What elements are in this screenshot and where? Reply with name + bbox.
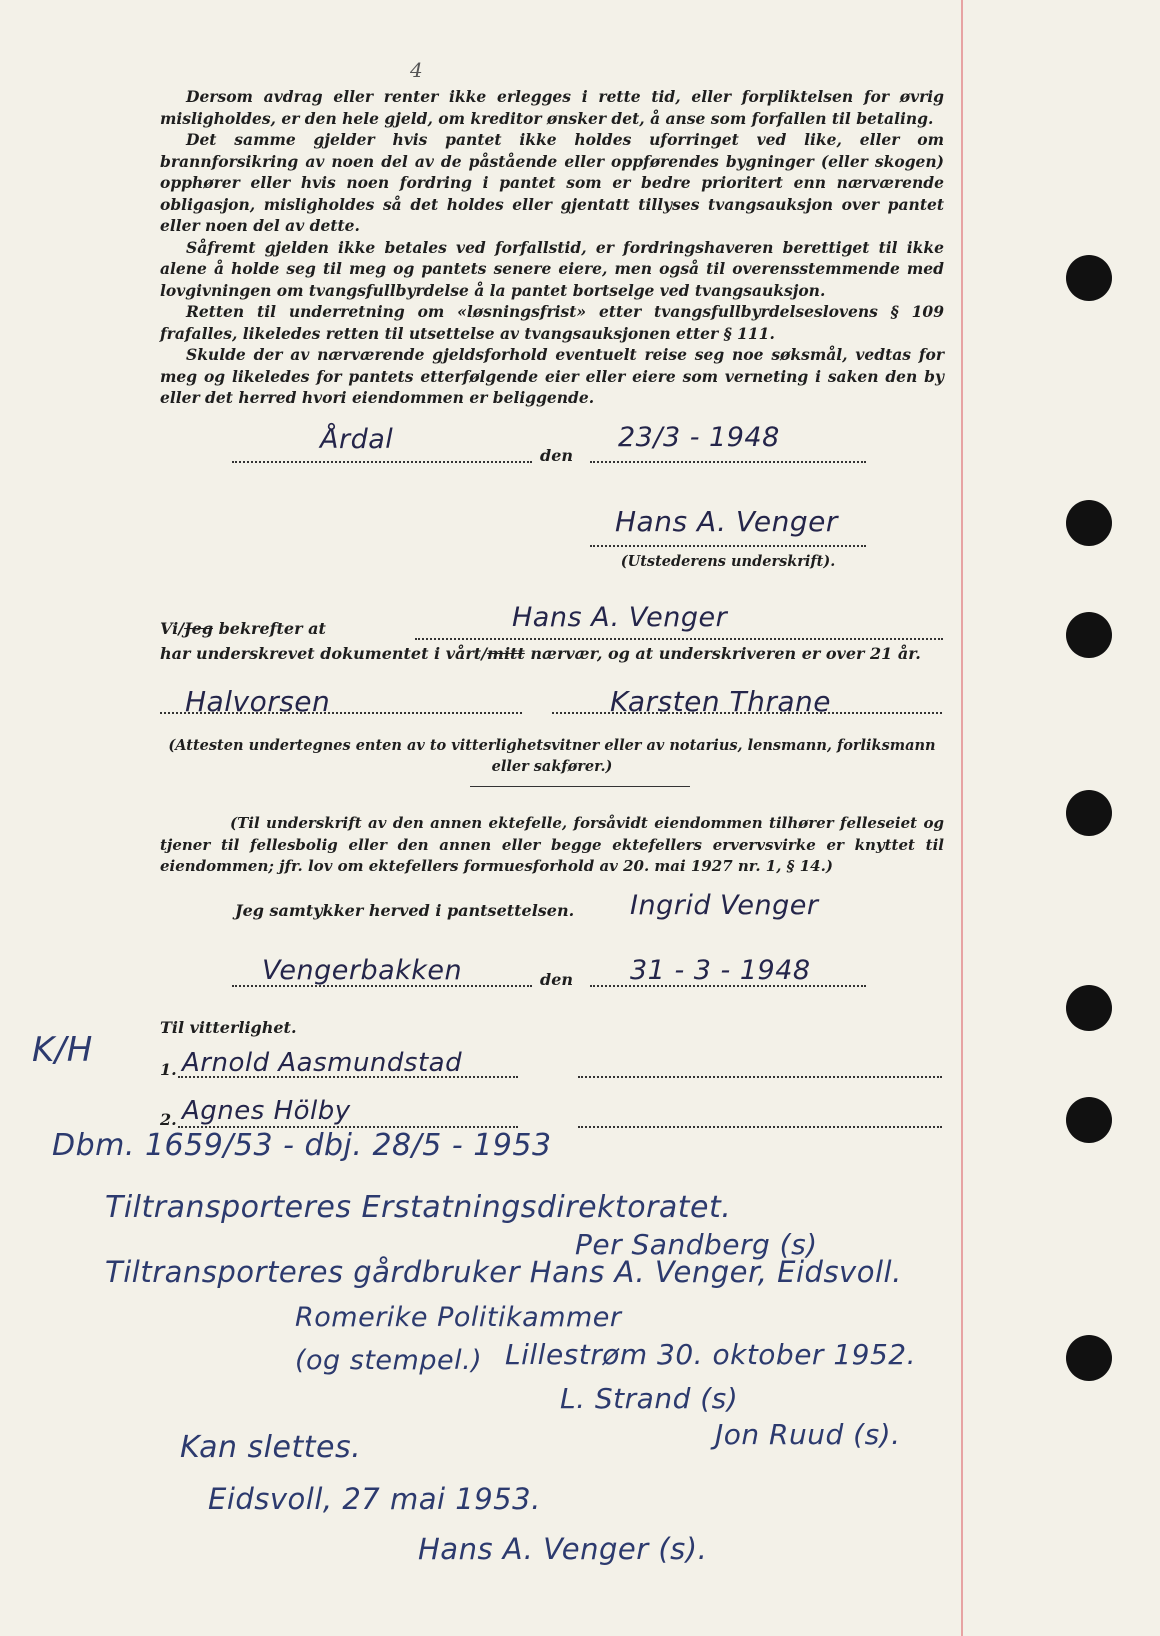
issuer-signature: Hans A. Venger [615, 505, 838, 538]
consent-witness-2-line-b [578, 1126, 942, 1128]
punch-hole [1066, 612, 1112, 658]
punch-hole [1066, 500, 1112, 546]
stamp-note: (og stempel.) [295, 1345, 483, 1376]
spouse-note: (Til underskrift av den annen ektefelle, forsåvidt eiendommen tilhører felleseiet og tjener til fellesbolig eller den annen eller begge ektefellers ervervsvirke er knyttet til eiendommen; jfr. lov om ektefellers formuesforhold av 20. mai 1927 nr. 1, § 14.) [160, 814, 944, 875]
police-signature: L. Strand (s) [560, 1382, 739, 1415]
margin-mark: K/H [32, 1030, 93, 1070]
paragraph: Det samme gjelder hvis pantet ikke holdes uforringet ved like, eller om brannforsikring av noen del av de påstående eller oppførendes bygninger (eller skogen) opphører eller hvis noen fordring i pantet som er bedre prioritert enn nærværende obligasjon, misligholdes så det holdes eller gjentatt tillyses tvangsauksjon over pantet eller noen del av dette. [160, 130, 944, 235]
confirm-line [415, 638, 943, 640]
consent-date: 31 - 3 - 1948 [630, 955, 811, 986]
signing-date: 23/3 - 1948 [618, 422, 780, 453]
paragraph: Retten til underretning om «løsningsfrist» etter tvangsfullbyrdelseslovens § 109 frafalles, likeledes retten til utsettelse av tvangsauksjonen etter § 111. [160, 302, 944, 343]
witness-number-1: 1. [160, 1060, 177, 1079]
den-label: den [540, 446, 573, 465]
police-date: Lillestrøm 30. oktober 1952. [505, 1338, 917, 1371]
police-office: Romerike Politikammer [295, 1302, 622, 1333]
page-mark: 4 [410, 58, 423, 82]
consent-witness-1: Arnold Aasmundstad [182, 1048, 463, 1078]
witness-number-2: 2. [160, 1110, 177, 1129]
place-line [232, 461, 532, 463]
witness-1-line [160, 712, 522, 714]
punch-hole [1066, 255, 1112, 301]
consent-signature: Ingrid Venger [630, 890, 819, 921]
witness-statement: har underskrevet dokumentet i vårt/mitt nærvær, og at underskriveren er over 21 år. [160, 644, 921, 663]
consent-witness-1-line [178, 1076, 518, 1078]
deletion-place-date: Eidsvoll, 27 mai 1953. [208, 1482, 541, 1516]
witness-2-signature: Karsten Thrane [610, 685, 831, 718]
registration-note: Dbm. 1659/53 - dbj. 28/5 - 1953 [52, 1128, 552, 1163]
transfer-note-a: Tiltransporteres Erstatningsdirektoratet. [105, 1190, 732, 1225]
paragraph: Dersom avdrag eller renter ikke erlegges i rette tid, eller forpliktelsen for øvrig misligholdes, er den hele gjeld, om kreditor ønsker det, å anse som forfallen til betaling. [160, 87, 944, 128]
consent-date-line [590, 985, 866, 987]
divider [470, 786, 690, 787]
deletion-signature: Hans A. Venger (s). [418, 1532, 708, 1566]
punch-hole [1066, 1335, 1112, 1381]
paragraph: Skulde der av nærværende gjeldsforhold eventuelt reise seg noe søksmål, vedtas for meg og likeledes for pantets etterfølgende eier eller eiere som verneting i saken den by eller det herred hvori eiendommen er beliggende. [160, 345, 944, 407]
consent-text: Jeg samtykker herved i pantsettelsen. [235, 901, 575, 920]
ruud-signature: Jon Ruud (s). [715, 1418, 901, 1451]
transfer-note-b: Tiltransporteres gårdbruker Hans A. Venger, Eidsvoll. [105, 1255, 902, 1289]
consent-den-label: den [540, 970, 573, 989]
punch-hole [1066, 790, 1112, 836]
consent-place-line [232, 985, 532, 987]
witness-confirm: Vi/Jeg bekrefter at [160, 619, 326, 638]
issuer-caption: (Utstederens underskrift). [620, 553, 836, 570]
witness-1-signature: Halvorsen [185, 685, 331, 718]
til-vitterlighet: Til vitterlighet. [160, 1018, 297, 1037]
terms-text [160, 86, 944, 409]
date-line [590, 461, 866, 463]
punch-hole [1066, 1097, 1112, 1143]
consent-witness-1-line-b [578, 1076, 942, 1078]
transfer-a-signature: Per Sandberg (s) [575, 1228, 818, 1261]
punch-hole [1066, 985, 1112, 1031]
signing-place: Årdal [320, 424, 394, 455]
consent-witness-2: Agnes Hölby [182, 1096, 351, 1126]
confirmed-name: Hans A. Venger [512, 602, 728, 633]
deletion-note: Kan slettes. [180, 1430, 362, 1465]
witness-caption: (Attesten undertegnes enten av to vitterlighetsvitner eller av notarius, lensmann, forliksmann eller sakfører.) [168, 737, 936, 775]
paragraph: Såfremt gjelden ikke betales ved forfallstid, er fordringshaveren berettiget til ikke alene å holde seg til meg og pantets senere eiere, men også til overensstemmende med lovgivningen om tvangsfullbyrdelse å la pantet bortselge ved tvangsauksjon. [160, 237, 944, 300]
signature-line [590, 545, 866, 547]
margin-line [961, 0, 963, 1636]
consent-place: Vengerbakken [262, 955, 463, 986]
witness-2-line [552, 712, 942, 714]
